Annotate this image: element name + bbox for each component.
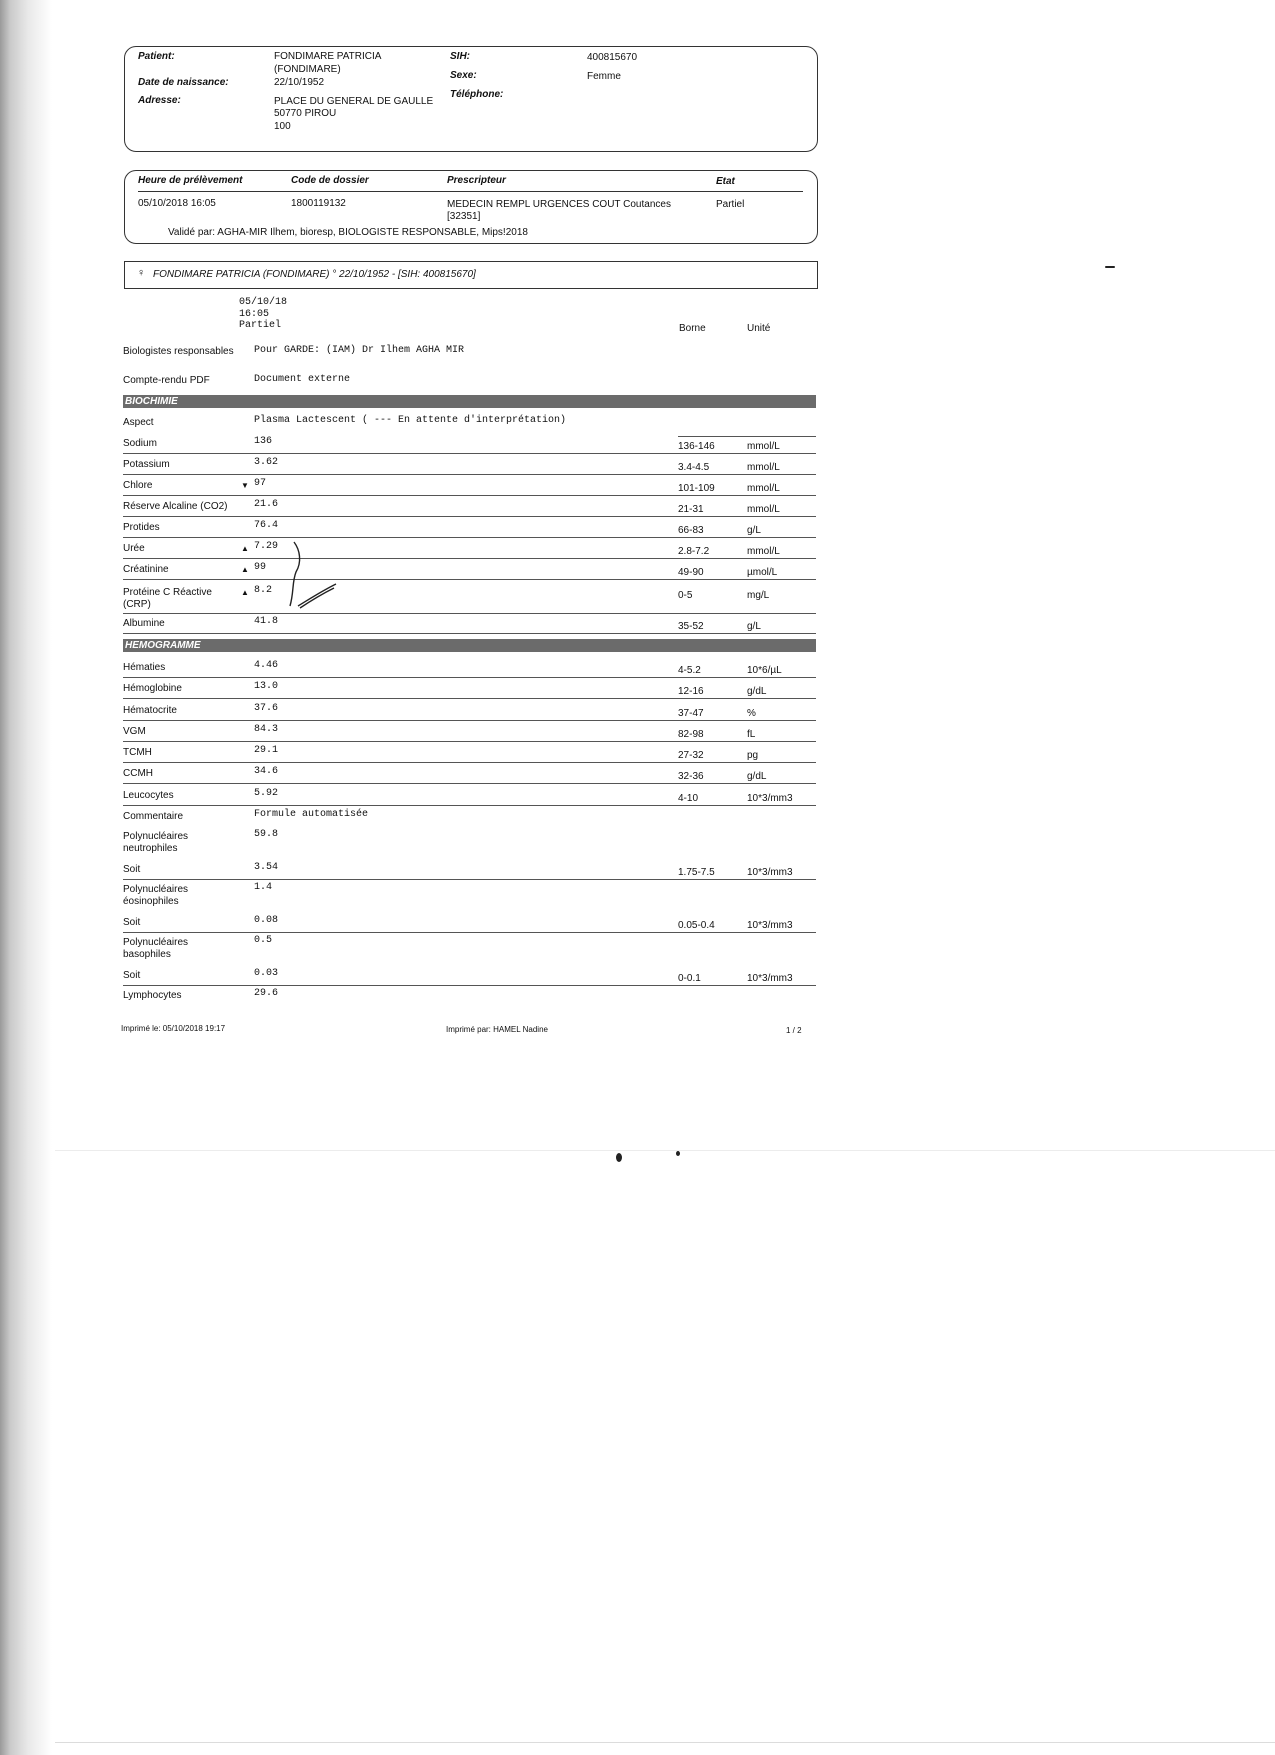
test-name: Sodium	[123, 438, 157, 449]
test-value: 76.4	[254, 520, 279, 531]
row-divider	[123, 879, 816, 880]
sample-info-box	[124, 170, 818, 244]
section-hemogramme: HEMOGRAMME	[123, 639, 816, 652]
abnormal-flag-icon: ▲	[241, 588, 249, 597]
test-value: 34.6	[254, 766, 279, 777]
test-value: 59.8	[254, 829, 279, 840]
reference-range: 0-0.1	[678, 973, 701, 984]
unit: 10*3/mm3	[747, 793, 793, 804]
col-unite: Unité	[747, 323, 771, 334]
scan-speck	[1105, 266, 1115, 268]
test-name-continued: neutrophiles	[123, 843, 178, 854]
reference-range: 49-90	[678, 567, 704, 578]
test-value: 97	[254, 478, 267, 489]
unit: 10*6/µL	[747, 665, 782, 676]
test-name: Créatinine	[123, 564, 169, 575]
scan-edge-shadow	[0, 0, 52, 1755]
file-code-value: 1800119132	[291, 198, 346, 209]
unit: mmol/L	[747, 504, 780, 515]
test-name: VGM	[123, 726, 146, 737]
test-name: Hémoglobine	[123, 683, 182, 694]
unit: g/dL	[747, 771, 767, 782]
col-prescriber: Prescripteur	[447, 175, 506, 186]
scan-speck	[616, 1153, 622, 1162]
scan-fold-line	[55, 1150, 1275, 1151]
unit: mmol/L	[747, 462, 780, 473]
test-value: 99	[254, 562, 267, 573]
test-name: Albumine	[123, 618, 165, 629]
unit: g/L	[747, 621, 761, 632]
handwritten-check-mark	[296, 582, 338, 610]
reference-range: 136-146	[678, 441, 715, 452]
test-name: Protéine C Réactive	[123, 587, 212, 598]
reference-range: 35-52	[678, 621, 704, 632]
result-date: 05/10/18	[239, 297, 288, 308]
test-name: Soit	[123, 864, 141, 875]
row-divider	[123, 762, 816, 763]
patient-info-box	[124, 46, 818, 152]
test-name: TCMH	[123, 747, 152, 758]
col-state: Etat	[716, 176, 735, 187]
reference-range: 21-31	[678, 504, 704, 515]
reference-range: 2.8-7.2	[678, 546, 710, 557]
unit: 10*3/mm3	[747, 867, 793, 878]
dob-value: 22/10/1952	[274, 77, 325, 88]
test-name: Réserve Alcaline (CO2)	[123, 501, 228, 512]
test-name: Polynucléaires	[123, 937, 189, 948]
prescriber-value: MEDECIN REMPL URGENCES COUT Coutances	[447, 199, 671, 210]
unit: fL	[747, 729, 756, 740]
row-divider	[123, 720, 816, 721]
patient-id-bar	[124, 261, 818, 289]
test-value: 21.6	[254, 499, 279, 510]
test-value: 7.29	[254, 541, 279, 552]
patient-id-text: FONDIMARE PATRICIA (FONDIMARE) ° 22/10/1952 - [SIH: 400815670]	[153, 269, 476, 280]
test-value: 5.92	[254, 788, 279, 799]
row-divider	[123, 633, 816, 634]
row-divider	[123, 932, 816, 933]
col-sample-time: Heure de prélèvement	[138, 175, 243, 186]
test-value: 3.54	[254, 862, 279, 873]
row-divider	[123, 558, 816, 559]
sih-label: SIH:	[450, 51, 470, 62]
address-line-3: 100	[274, 121, 291, 132]
sex-value: Femme	[587, 71, 621, 82]
row-divider	[123, 453, 816, 454]
test-value: 4.46	[254, 660, 279, 671]
row-divider	[123, 516, 816, 517]
test-value: 13.0	[254, 681, 279, 692]
female-symbol-icon: ♀	[137, 267, 146, 279]
unit: 10*3/mm3	[747, 973, 793, 984]
header-divider	[138, 191, 803, 192]
unit: pg	[747, 750, 759, 761]
test-value: 29.6	[254, 988, 279, 999]
col-file-code: Code de dossier	[291, 175, 369, 186]
row-divider	[123, 495, 816, 496]
dob-label: Date de naissance:	[138, 77, 229, 88]
reference-range: 4-10	[678, 793, 699, 804]
reference-range: 3.4-4.5	[678, 462, 710, 473]
test-value: 1.4	[254, 882, 273, 893]
patient-name: FONDIMARE PATRICIA	[274, 51, 382, 62]
test-name: Commentaire	[123, 811, 184, 822]
test-value: 136	[254, 436, 273, 447]
unit: g/dL	[747, 686, 767, 697]
state-value: Partiel	[716, 199, 745, 210]
reference-range: 66-83	[678, 525, 704, 536]
test-name: Hématocrite	[123, 705, 177, 716]
test-value: 0.03	[254, 968, 279, 979]
test-name: Soit	[123, 970, 141, 981]
test-name: Polynucléaires	[123, 884, 189, 895]
row-divider	[123, 537, 816, 538]
test-value: 84.3	[254, 724, 279, 735]
reference-range: 37-47	[678, 708, 704, 719]
test-name: Polynucléaires	[123, 831, 189, 842]
row-divider	[123, 613, 816, 614]
test-name: Leucocytes	[123, 790, 174, 801]
test-name-continued: basophiles	[123, 949, 171, 960]
unit: %	[747, 708, 756, 719]
row-divider	[123, 677, 816, 678]
patient-name-alt: (FONDIMARE)	[274, 64, 341, 75]
unit: µmol/L	[747, 567, 778, 578]
reference-range: 27-32	[678, 750, 704, 761]
test-name: Potassium	[123, 459, 170, 470]
sex-label: Sexe:	[450, 70, 477, 81]
address-line-1: PLACE DU GENERAL DE GAULLE	[274, 96, 434, 107]
unit: g/L	[747, 525, 761, 536]
test-name: Chlore	[123, 480, 153, 491]
scan-bottom-line	[55, 1742, 1275, 1743]
test-name: Hématies	[123, 662, 166, 673]
reference-range: 0-5	[678, 590, 693, 601]
printed-on: Imprimé le: 05/10/2018 19:17	[121, 1024, 226, 1033]
address-line-2: 50770 PIROU	[274, 108, 337, 119]
biologists-value: Pour GARDE: (IAM) Dr Ilhem AGHA MIR	[254, 345, 465, 356]
test-value: 29.1	[254, 745, 279, 756]
test-value: 0.5	[254, 935, 273, 946]
sample-time-value: 05/10/2018 16:05	[138, 198, 216, 209]
result-state: Partiel	[239, 320, 282, 331]
unit: 10*3/mm3	[747, 920, 793, 931]
row-divider	[123, 579, 816, 580]
test-value: 41.8	[254, 616, 279, 627]
unit: mmol/L	[747, 483, 780, 494]
row-divider	[123, 783, 816, 784]
abnormal-flag-icon: ▼	[241, 481, 249, 490]
reference-range: 12-16	[678, 686, 704, 697]
test-name: Aspect	[123, 417, 154, 428]
test-value: Plasma Lactescent ( --- En attente d'interprétation)	[254, 415, 567, 426]
test-name: Lymphocytes	[123, 990, 182, 1001]
col-borne: Borne	[679, 323, 706, 334]
address-label: Adresse:	[138, 95, 181, 106]
biologists-label: Biologistes responsables	[123, 346, 234, 357]
test-name: Protides	[123, 522, 160, 533]
test-name: Soit	[123, 917, 141, 928]
result-time: 16:05	[239, 309, 270, 320]
test-value: 0.08	[254, 915, 279, 926]
phone-label: Téléphone:	[450, 89, 504, 100]
patient-label: Patient:	[138, 51, 175, 62]
test-value: 8.2	[254, 585, 273, 596]
reference-range: 0.05-0.4	[678, 920, 715, 931]
validated-by: Validé par: AGHA-MIR Ilhem, bioresp, BIOLOGISTE RESPONSABLE, Mips!2018	[168, 227, 528, 238]
test-name-continued: éosinophiles	[123, 896, 179, 907]
row-divider	[123, 474, 816, 475]
reference-range: 32-36	[678, 771, 704, 782]
pdf-report-value: Document externe	[254, 374, 351, 385]
row-divider	[123, 698, 816, 699]
test-value: 3.62	[254, 457, 279, 468]
pdf-report-label: Compte-rendu PDF	[123, 375, 210, 386]
reference-range: 4-5.2	[678, 665, 701, 676]
row-divider	[123, 741, 816, 742]
page-number: 1 / 2	[786, 1026, 802, 1035]
unit: mmol/L	[747, 441, 780, 452]
test-name: Urée	[123, 543, 145, 554]
row-divider	[123, 985, 816, 986]
reference-range: 82-98	[678, 729, 704, 740]
abnormal-flag-icon: ▲	[241, 565, 249, 574]
section-biochimie: BIOCHIMIE	[123, 395, 816, 408]
reference-range: 101-109	[678, 483, 715, 494]
test-value: 37.6	[254, 703, 279, 714]
reference-range: 1.75-7.5	[678, 867, 715, 878]
test-name: CCMH	[123, 768, 153, 779]
prescriber-code: [32351]	[447, 211, 481, 222]
unit: mmol/L	[747, 546, 780, 557]
row-divider	[678, 436, 816, 437]
row-divider	[123, 805, 816, 806]
printed-by: Imprimé par: HAMEL Nadine	[446, 1025, 548, 1034]
test-name-continued: (CRP)	[123, 599, 151, 610]
unit: mg/L	[747, 590, 770, 601]
test-value: Formule automatisée	[254, 809, 369, 820]
scan-speck	[676, 1151, 680, 1156]
sih-value: 400815670	[587, 52, 638, 63]
abnormal-flag-icon: ▲	[241, 544, 249, 553]
